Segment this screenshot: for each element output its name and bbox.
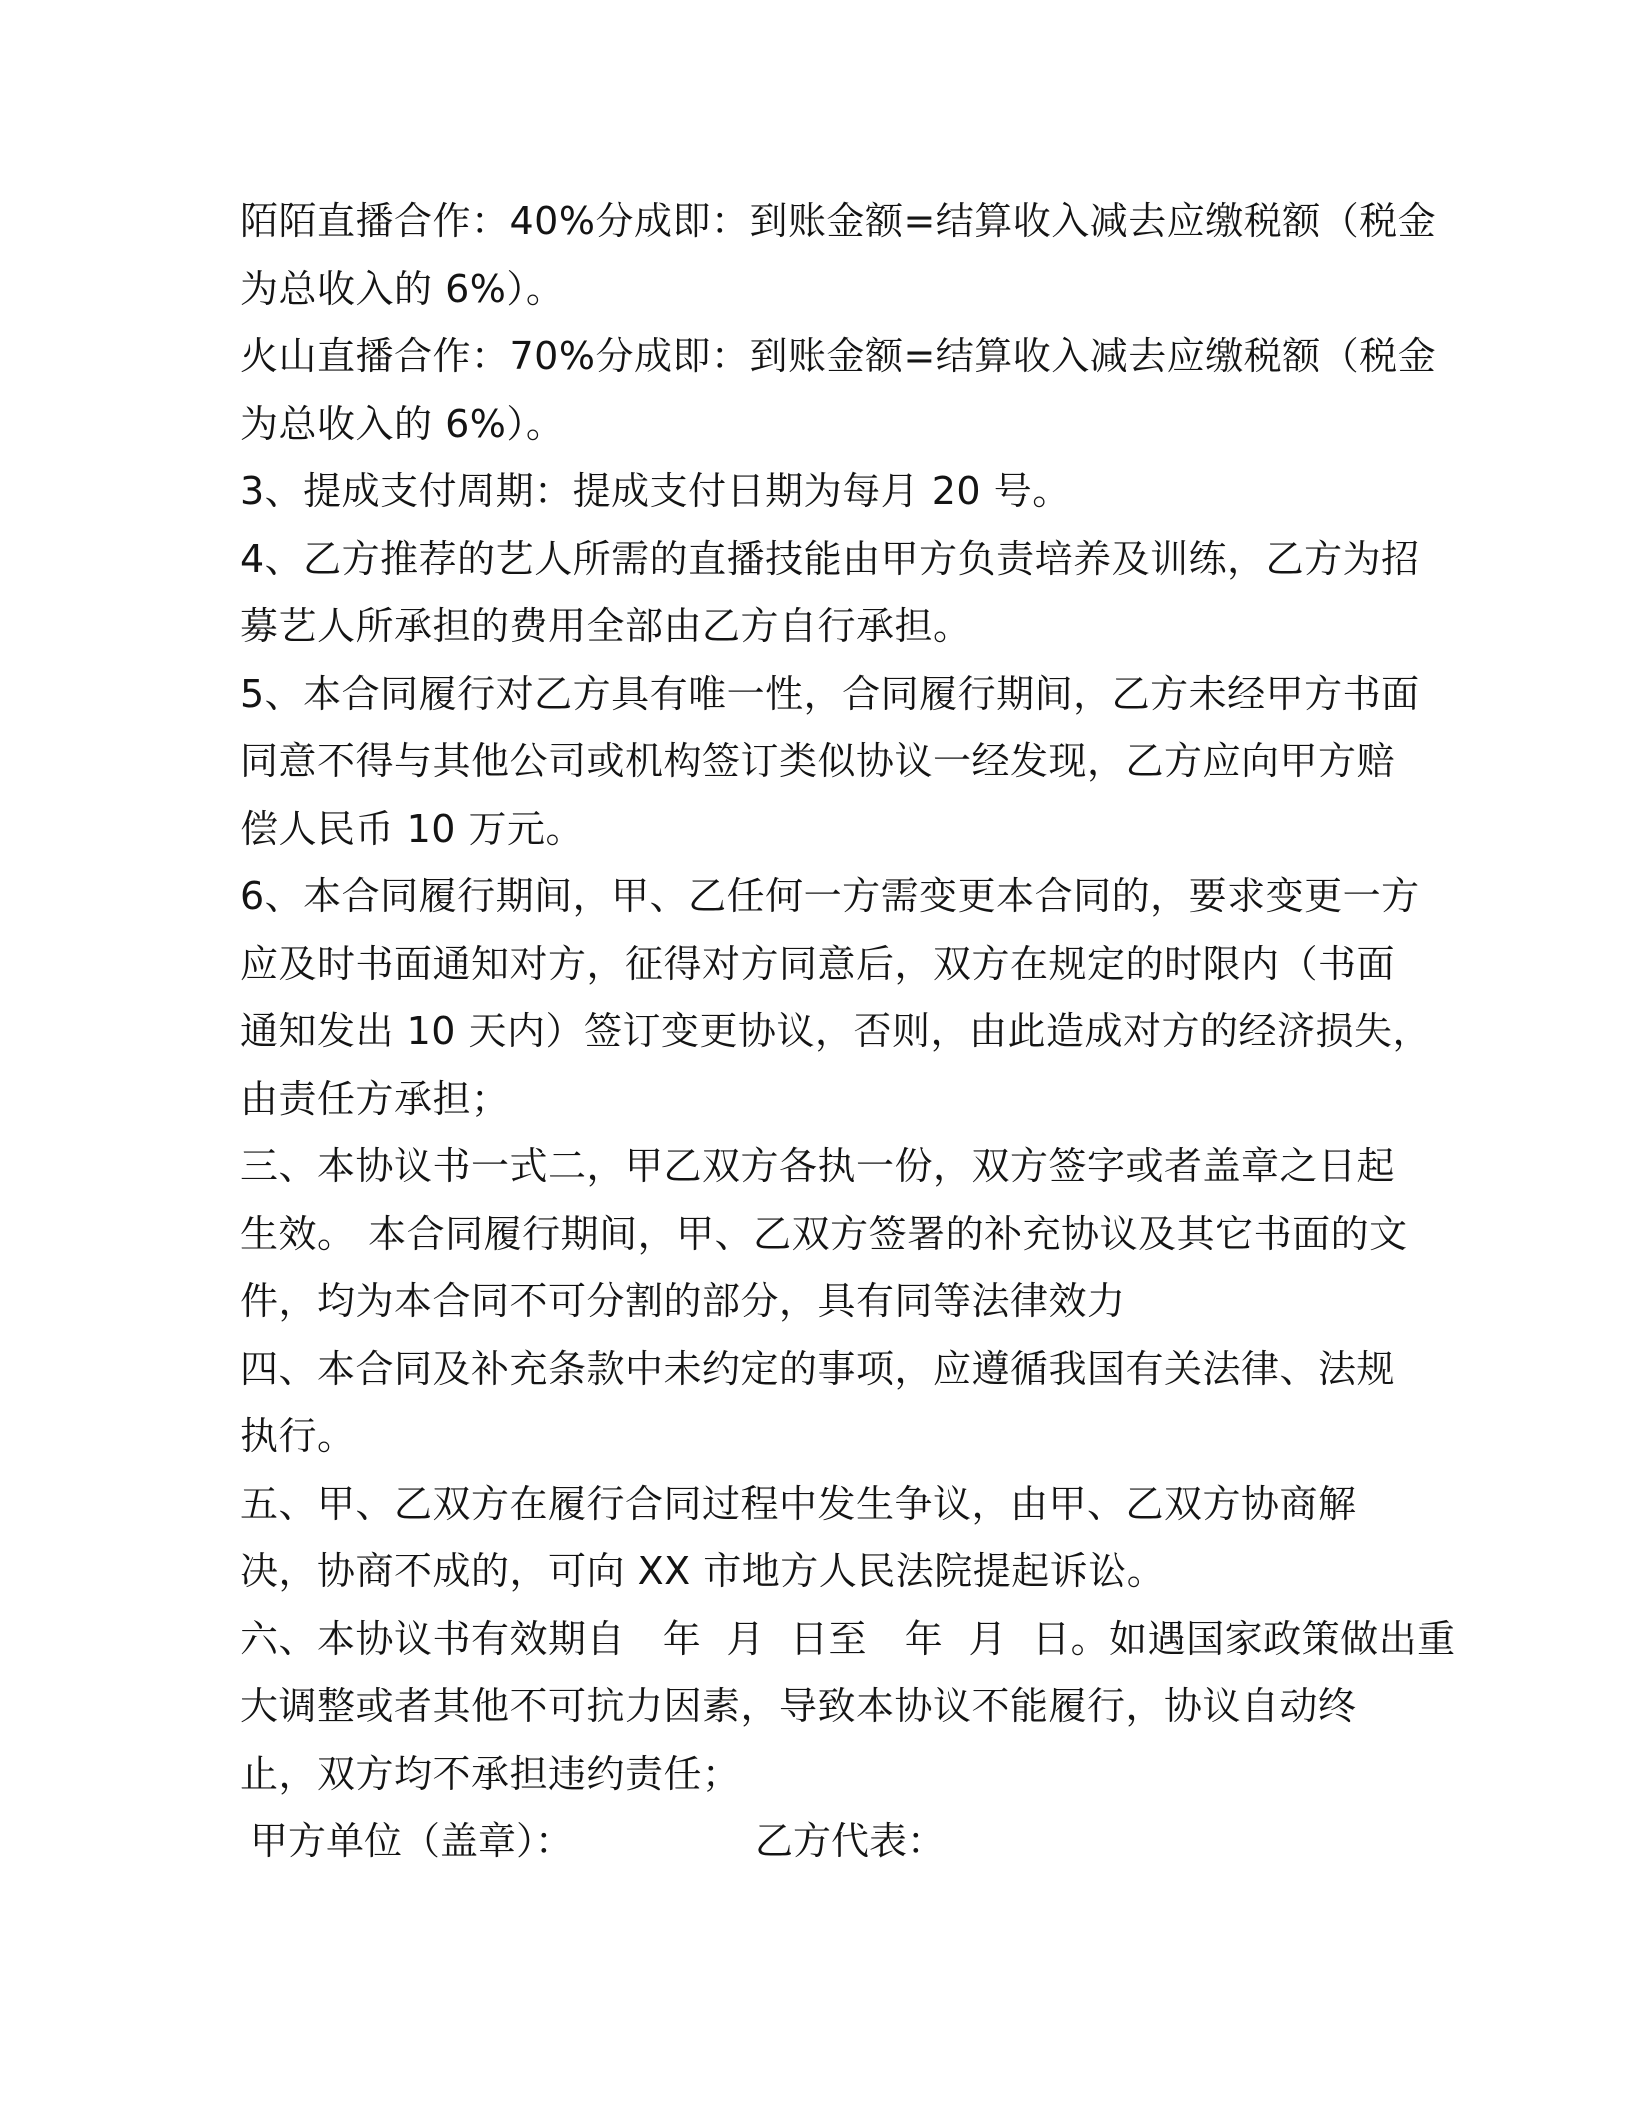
text-line: 为总收入的 6%）。 xyxy=(240,266,565,311)
text-line: 4、乙方推荐的艺人所需的直播技能由甲方负责培养及训练，乙方为招 xyxy=(240,536,1420,581)
text-line: 四、本合同及补充条款中未约定的事项，应遵循我国有关法律、法规 xyxy=(240,1346,1396,1391)
text-line: 决，协商不成的，可向 XX 市地方人民法院提起诉讼。 xyxy=(240,1549,1166,1593)
text-line: 大调整或者其他不可抗力因素，导致本协议不能履行，协议自动终 xyxy=(240,1684,1357,1728)
text-line: 偿人民币 10 万元。 xyxy=(240,806,585,851)
document-body xyxy=(240,188,1456,1876)
text-line: 应及时书面通知对方，征得对方同意后，双方在规定的时限内（书面 xyxy=(240,941,1396,986)
text-line: 止，双方均不承担违约责任； xyxy=(240,1751,741,1796)
text-line: 5、本合同履行对乙方具有唯一性，合同履行期间，乙方未经甲方书面 xyxy=(240,671,1420,716)
text-line: 募艺人所承担的费用全部由乙方自行承担。 xyxy=(240,604,972,648)
text-line: 生效。 本合同履行期间，甲、乙双方签署的补充协议及其它书面的文 xyxy=(240,1211,1408,1256)
text-line: 三、本协议书一式二，甲乙双方各执一份，双方签字或者盖章之日起 xyxy=(240,1144,1396,1188)
text-line: 六、本协议书有效期自 年 月 日至 年 月 日。如遇国家政策做出重 xyxy=(240,1616,1456,1661)
text-line: 陌陌直播合作：40%分成即：到账金额=结算收入减去应缴税额（税金 xyxy=(240,199,1437,243)
text-line: 3、提成支付周期：提成支付日期为每月 20 号。 xyxy=(240,469,1071,513)
party-a-signature-label: 甲方单位（盖章）： xyxy=(250,1819,574,1863)
text-line: 五、甲、乙双方在履行合同过程中发生争议，由甲、乙双方协商解 xyxy=(240,1481,1357,1526)
text-line: 件，均为本合同不可分割的部分，具有同等法律效力 xyxy=(240,1279,1126,1323)
text-line: 火山直播合作：70%分成即：到账金额=结算收入减去应缴税额（税金 xyxy=(240,334,1437,378)
text-line: 由责任方承担； xyxy=(240,1076,510,1121)
text-line: 为总收入的 6%）。 xyxy=(240,401,565,446)
party-b-signature-label: 乙方代表： xyxy=(755,1819,946,1863)
text-line: 6、本合同履行期间，甲、乙任何一方需变更本合同的，要求变更一方 xyxy=(240,874,1420,918)
text-line: 同意不得与其他公司或机构签订类似协议一经发现，乙方应向甲方赔 xyxy=(240,739,1396,783)
signature-row xyxy=(240,1808,1390,1876)
text-line: 执行。 xyxy=(240,1414,356,1458)
text-line: 通知发出 10 天内）签订变更协议，否则，由此造成对方的经济损失， xyxy=(240,1009,1432,1053)
